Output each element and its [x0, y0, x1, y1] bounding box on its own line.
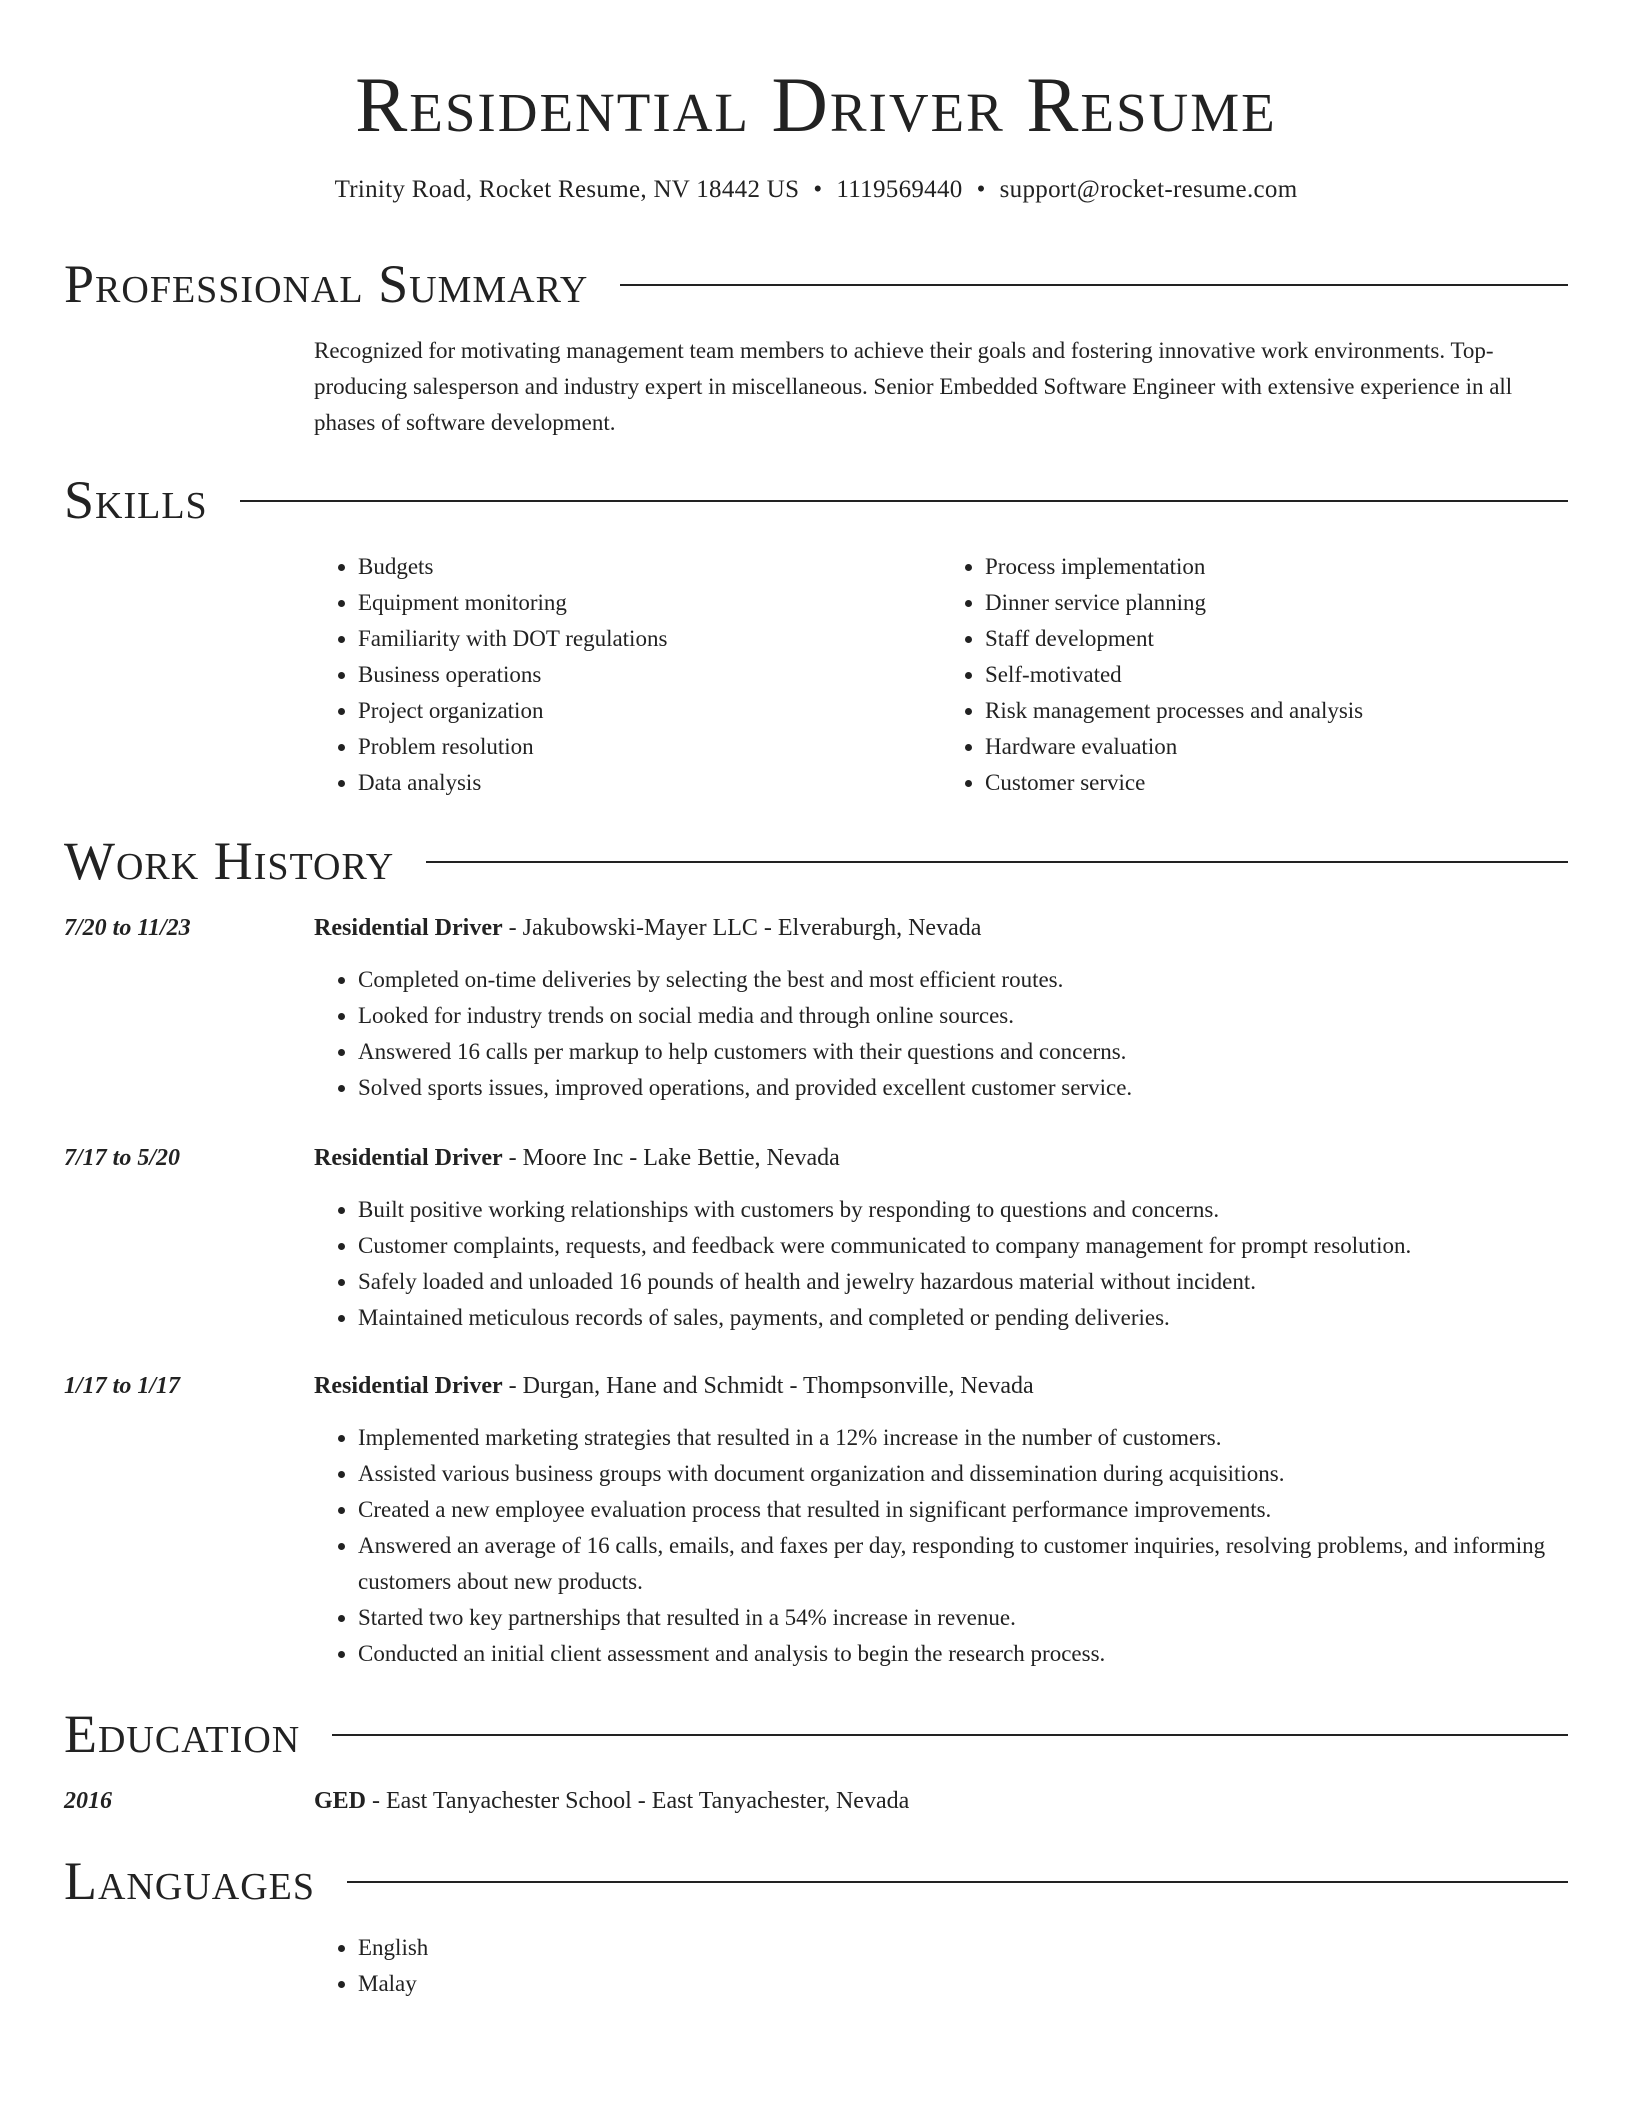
job-bullet: • Answered an average of 16 calls, emails, and faxes per day, responding to customer inquiries, resolving problems, and informing customers about new products.	[358, 1528, 1568, 1600]
contact-email: support@rocket-resume.com	[999, 176, 1298, 203]
summary-body	[314, 333, 1568, 441]
languages-heading-row	[64, 1850, 1568, 1912]
language-item: • Malay	[358, 1966, 1568, 2002]
job-bullet: • Customer complaints, requests, and feedback were communicated to company management for prompt resolution.	[358, 1228, 1568, 1264]
section-divider	[240, 500, 1568, 502]
job-header	[314, 1368, 1034, 1404]
job-dates: 1/17 to 1/17	[64, 1373, 181, 1399]
resume-title: Residential Driver Resume	[355, 61, 1277, 148]
languages-heading: Languages	[64, 1851, 315, 1911]
language-item: • English	[358, 1930, 1568, 1966]
skills-section	[64, 469, 1568, 795]
education-degree: GED	[314, 1788, 367, 1814]
education-heading: Education	[64, 1704, 301, 1764]
languages-list	[314, 1930, 1568, 2002]
job-bullet: • Built positive working relationships with customers by responding to questions and concerns.	[358, 1192, 1568, 1228]
skill-item: • Process implementation	[985, 549, 1568, 585]
skill-item: • Customer service	[985, 765, 1568, 801]
job-bullet: • Solved sports issues, improved operations, and provided excellent customer service.	[358, 1070, 1568, 1106]
job-dates: 7/20 to 11/23	[64, 915, 191, 941]
skill-item: • Problem resolution	[358, 729, 941, 765]
contact-separator: •	[813, 176, 823, 203]
contact-separator: •	[976, 176, 986, 203]
education-details: - East Tanyachester School - East Tanyachester, Nevada	[366, 1788, 910, 1814]
work-history-section	[64, 830, 1568, 1666]
job-bullet: • Answered 16 calls per markup to help customers with their questions and concerns.	[358, 1034, 1568, 1070]
job-title: Residential Driver	[314, 1145, 503, 1171]
skill-item: • Dinner service planning	[985, 585, 1568, 621]
skill-item: • Risk management processes and analysis	[985, 693, 1568, 729]
job-dates: 7/17 to 5/20	[64, 1145, 181, 1171]
job-bullets	[314, 1192, 1568, 1336]
skill-item: • Business operations	[358, 657, 941, 693]
job-details: - Jakubowski-Mayer LLC - Elveraburgh, Nevada	[502, 915, 982, 941]
job-title: Residential Driver	[314, 915, 503, 941]
section-divider	[426, 861, 1568, 863]
skill-item: • Data analysis	[358, 765, 941, 801]
skill-item: • Self-motivated	[985, 657, 1568, 693]
job-bullet: • Created a new employee evaluation process that resulted in significant performance improvements.	[358, 1492, 1568, 1528]
summary-heading: Professional Summary	[64, 254, 589, 314]
summary-section	[64, 253, 1568, 435]
work-history-heading-row	[64, 830, 1568, 892]
skill-item: • Equipment monitoring	[358, 585, 941, 621]
job-bullet: • Looked for industry trends on social media and through online sources.	[358, 998, 1568, 1034]
skill-item: • Budgets	[358, 549, 941, 585]
job-bullet: • Implemented marketing strategies that resulted in a 12% increase in the number of customers.	[358, 1420, 1568, 1456]
education-section	[64, 1703, 1568, 1814]
job-details: - Durgan, Hane and Schmidt - Thompsonville, Nevada	[502, 1373, 1034, 1399]
summary-heading-row	[64, 253, 1568, 315]
section-divider	[332, 1734, 1568, 1736]
summary-text: Recognized for motivating management team members to achieve their goals and fostering innovative work environments. Top-producing salesperson and industry expert in miscellaneous. Senior Embedded Software Engineer with extensive experience in all phases of software development.	[314, 338, 1513, 435]
skills-heading-row	[64, 469, 1568, 531]
job-bullet: • Started two key partnerships that resulted in a 54% increase in revenue.	[358, 1600, 1568, 1636]
contact-address: Trinity Road, Rocket Resume, NV 18442 US	[334, 176, 800, 203]
job-bullets	[314, 962, 1568, 1106]
skills-heading: Skills	[64, 470, 208, 530]
skills-column-left	[314, 549, 941, 801]
education-year: 2016	[64, 1788, 112, 1814]
job-bullets	[314, 1420, 1568, 1672]
skills-column-right	[941, 549, 1568, 801]
education-heading-row	[64, 1703, 1568, 1765]
job-bullet: • Maintained meticulous records of sales, payments, and completed or pending deliveries.	[358, 1300, 1568, 1336]
skill-item: • Familiarity with DOT regulations	[358, 621, 941, 657]
languages-section	[64, 1850, 1568, 1996]
job-bullet: • Completed on-time deliveries by selecting the best and most efficient routes.	[358, 962, 1568, 998]
job-header	[314, 1140, 840, 1176]
skills-list	[314, 549, 1568, 801]
skill-item: • Staff development	[985, 621, 1568, 657]
job-bullet: • Conducted an initial client assessment and analysis to begin the research process.	[358, 1636, 1568, 1672]
work-history-heading: Work History	[64, 831, 395, 891]
section-divider	[620, 284, 1568, 286]
job-title: Residential Driver	[314, 1373, 503, 1399]
education-header	[314, 1783, 909, 1819]
job-details: - Moore Inc - Lake Bettie, Nevada	[502, 1145, 840, 1171]
contact-line	[64, 174, 1568, 206]
job-header	[314, 910, 981, 946]
job-bullet: • Safely loaded and unloaded 16 pounds of health and jewelry hazardous material without incident.	[358, 1264, 1568, 1300]
section-divider	[347, 1881, 1568, 1883]
contact-phone: 1119569440	[836, 176, 963, 203]
skill-item: • Project organization	[358, 693, 941, 729]
skill-item: • Hardware evaluation	[985, 729, 1568, 765]
job-bullet: • Assisted various business groups with document organization and dissemination during acquisitions.	[358, 1456, 1568, 1492]
